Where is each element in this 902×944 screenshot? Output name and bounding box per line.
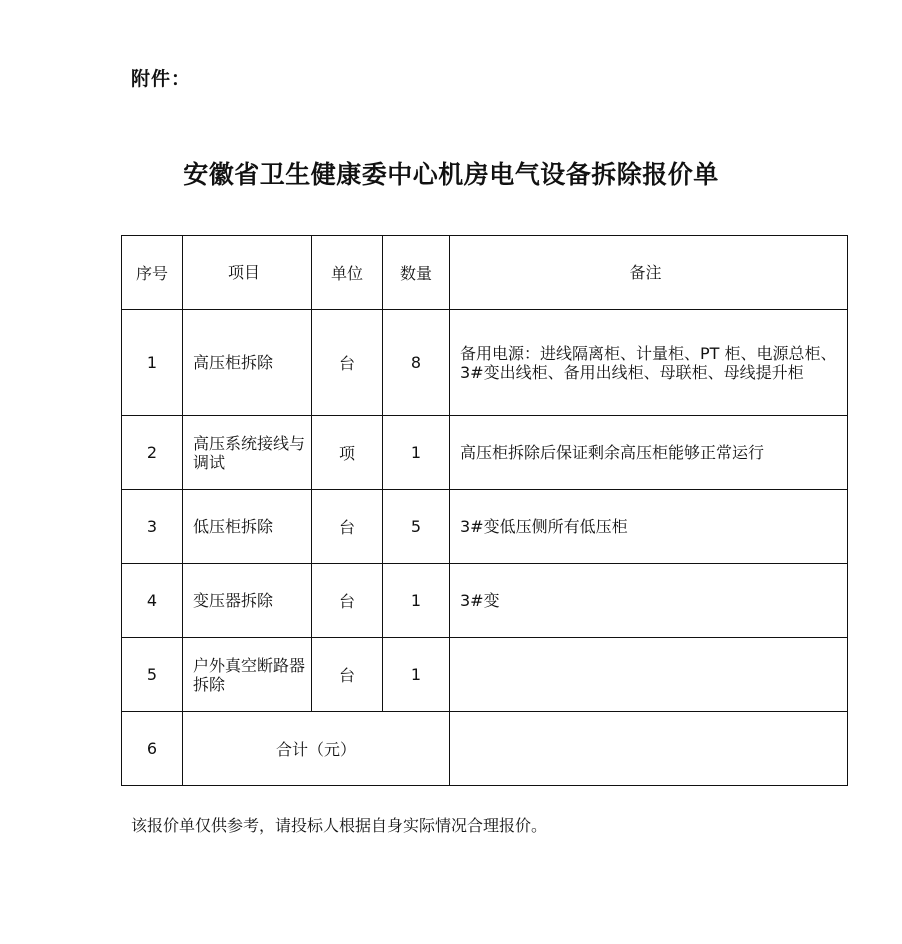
- table-row: [122, 310, 848, 416]
- row-quantity: 1: [383, 416, 450, 490]
- table-total-row: [122, 712, 848, 786]
- row-index: 3: [122, 490, 183, 564]
- row-item: 户外真空断路器拆除: [183, 638, 312, 712]
- table-row: [122, 638, 848, 712]
- header-index: 序号: [122, 236, 183, 310]
- row-index: 5: [122, 638, 183, 712]
- total-index: 6: [122, 712, 183, 786]
- row-index: 2: [122, 416, 183, 490]
- row-remarks: [450, 638, 848, 712]
- row-index: 1: [122, 310, 183, 416]
- row-remarks: 3#变: [450, 564, 848, 638]
- row-quantity: 8: [383, 310, 450, 416]
- row-remarks: 高压柜拆除后保证剩余高压柜能够正常运行: [450, 416, 848, 490]
- header-unit: 单位: [312, 236, 383, 310]
- attachment-label: 附件：: [131, 68, 192, 90]
- header-item: 项目: [183, 236, 312, 310]
- document-title: 安徽省卫生健康委中心机房电气设备拆除报价单: [183, 160, 719, 189]
- total-label: 合计（元）: [183, 712, 450, 786]
- quote-table: [121, 235, 848, 786]
- row-item: 变压器拆除: [183, 564, 312, 638]
- row-remarks: 3#变低压侧所有低压柜: [450, 490, 848, 564]
- row-quantity: 5: [383, 490, 450, 564]
- row-unit: 台: [312, 564, 383, 638]
- row-unit: 台: [312, 490, 383, 564]
- table-row: [122, 490, 848, 564]
- row-unit: 项: [312, 416, 383, 490]
- table-row: [122, 564, 848, 638]
- table-row: [122, 416, 848, 490]
- row-unit: 台: [312, 310, 383, 416]
- total-value: [450, 712, 848, 786]
- row-item: 高压系统接线与调试: [183, 416, 312, 490]
- header-remarks: 备注: [450, 236, 848, 310]
- footnote: 该报价单仅供参考，请投标人根据自身实际情况合理报价。: [131, 816, 548, 835]
- row-remarks: 备用电源：进线隔离柜、计量柜、PT 柜、电源总柜、3#变出线柜、备用出线柜、母联柜、母线提升柜: [450, 310, 848, 416]
- row-quantity: 1: [383, 564, 450, 638]
- row-item: 高压柜拆除: [183, 310, 312, 416]
- row-item: 低压柜拆除: [183, 490, 312, 564]
- table-header-row: [122, 236, 848, 310]
- header-quantity: 数量: [383, 236, 450, 310]
- row-quantity: 1: [383, 638, 450, 712]
- row-index: 4: [122, 564, 183, 638]
- row-unit: 台: [312, 638, 383, 712]
